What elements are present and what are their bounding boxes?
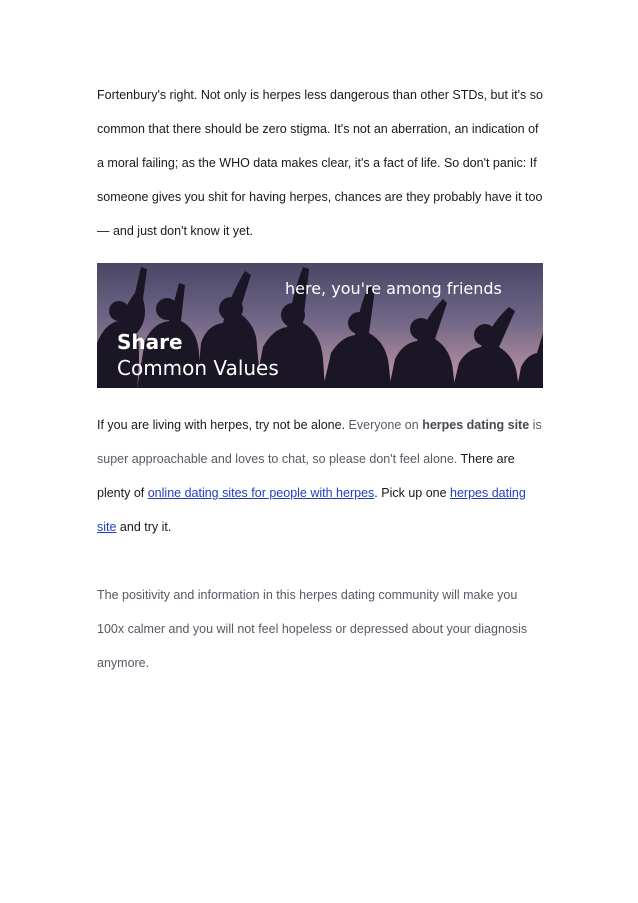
intro-text: If you are living with herpes, try not be alone. [97,418,349,432]
paragraph-living-with-herpes [97,408,547,544]
approachable-text: is super approachable and loves to chat, so please don't feel alone. [97,418,542,466]
online-dating-sites-link[interactable]: online dating sites for people with herpes [147,486,375,500]
plenty-text: There are plenty of [97,452,515,500]
everyone-text: Everyone on [348,418,423,432]
paragraph-community: The positivity and information in this herpes dating community will make you 100x calmer and you will not feel hopeless or depressed about your diagnosis anymore. [97,588,528,670]
herpes-dating-site-bold: herpes dating site [422,418,530,432]
banner-subtitle: Common Values [117,356,279,380]
herpes-dating-site-link[interactable]: herpes dating site [97,486,526,534]
end-text: and try it. [116,520,172,534]
banner-tagline: here, you're among friends [285,279,502,298]
pick-text: . Pick up one [374,486,451,500]
banner-title: Share [117,330,183,354]
paragraph-intro: Fortenbury's right. Not only is herpes less dangerous than other STDs, but it's so common that there should be zero stigma. It's not an aberration, an indication of a moral failing; as the WHO data makes clear, it's a fact of life. So don't panic: If someone gives you shit for having herpes, chances are they probably have it too — and just don't know it yet. [97,88,543,238]
friends-silhouette-image [97,263,543,388]
banner-image [97,263,543,388]
